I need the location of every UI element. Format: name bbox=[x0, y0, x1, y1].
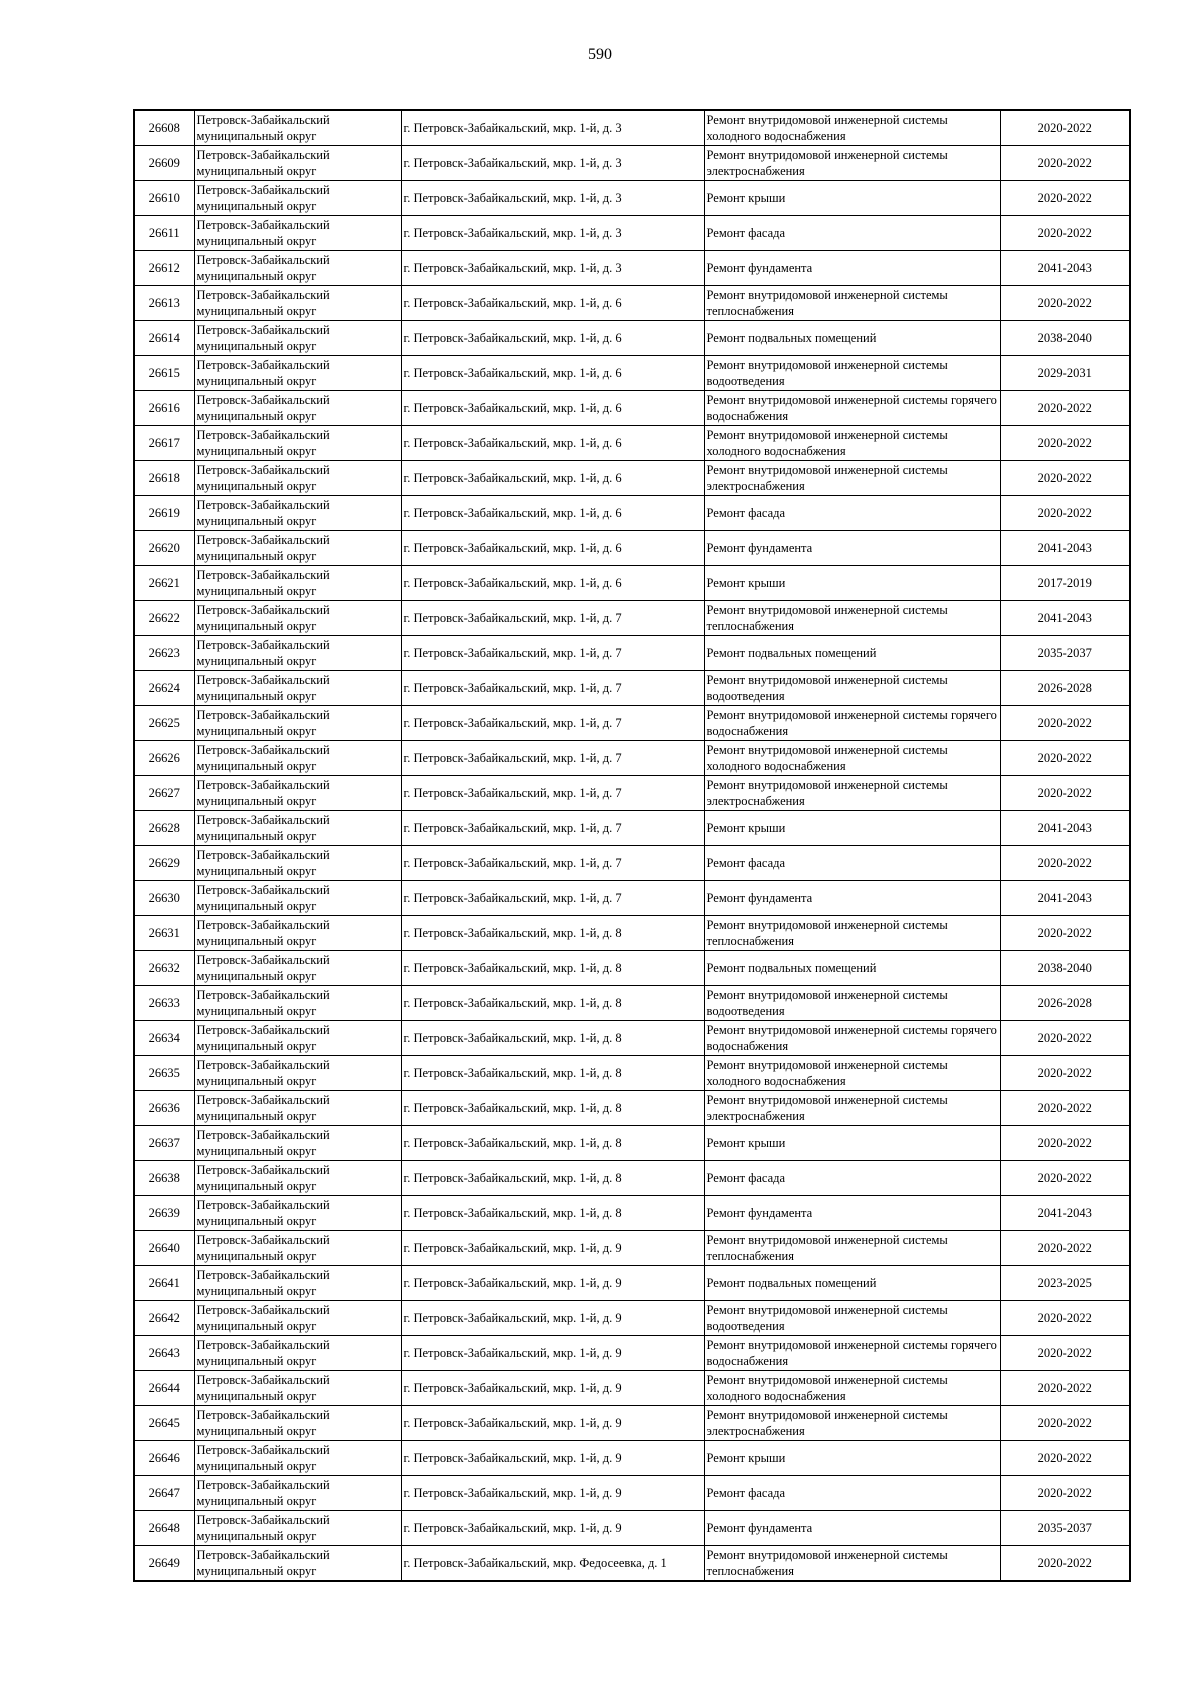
work-type-cell: Ремонт фасада bbox=[704, 496, 1000, 531]
municipality-cell: Петровск-Забайкальский муниципальный округ bbox=[194, 811, 401, 846]
period-cell: 2020-2022 bbox=[1000, 391, 1130, 426]
row-number-cell: 26610 bbox=[134, 181, 194, 216]
address-cell: г. Петровск-Забайкальский, мкр. 1-й, д. 9 bbox=[401, 1511, 704, 1546]
table-row bbox=[134, 321, 1130, 356]
address-cell: г. Петровск-Забайкальский, мкр. 1-й, д. 6 bbox=[401, 426, 704, 461]
address-cell: г. Петровск-Забайкальский, мкр. 1-й, д. 7 bbox=[401, 776, 704, 811]
row-number-cell: 26618 bbox=[134, 461, 194, 496]
period-cell: 2035-2037 bbox=[1000, 636, 1130, 671]
period-cell: 2020-2022 bbox=[1000, 1091, 1130, 1126]
period-cell: 2020-2022 bbox=[1000, 776, 1130, 811]
work-type-cell: Ремонт крыши bbox=[704, 811, 1000, 846]
table-row bbox=[134, 146, 1130, 181]
address-cell: г. Петровск-Забайкальский, мкр. 1-й, д. 9 bbox=[401, 1441, 704, 1476]
address-cell: г. Петровск-Забайкальский, мкр. 1-й, д. 8 bbox=[401, 951, 704, 986]
row-number-cell: 26612 bbox=[134, 251, 194, 286]
period-cell: 2020-2022 bbox=[1000, 1301, 1130, 1336]
municipality-cell: Петровск-Забайкальский муниципальный округ bbox=[194, 741, 401, 776]
row-number-cell: 26633 bbox=[134, 986, 194, 1021]
address-cell: г. Петровск-Забайкальский, мкр. 1-й, д. 6 bbox=[401, 391, 704, 426]
table-row bbox=[134, 1476, 1130, 1511]
municipality-cell: Петровск-Забайкальский муниципальный округ bbox=[194, 671, 401, 706]
table-row bbox=[134, 706, 1130, 741]
row-number-cell: 26648 bbox=[134, 1511, 194, 1546]
work-type-cell: Ремонт внутридомовой инженерной системы холодного водоснабжения bbox=[704, 1056, 1000, 1091]
work-type-cell: Ремонт внутридомовой инженерной системы теплоснабжения bbox=[704, 1231, 1000, 1266]
table-row bbox=[134, 846, 1130, 881]
work-type-cell: Ремонт внутридомовой инженерной системы электроснабжения bbox=[704, 776, 1000, 811]
work-type-cell: Ремонт фундамента bbox=[704, 881, 1000, 916]
municipality-cell: Петровск-Забайкальский муниципальный округ bbox=[194, 1056, 401, 1091]
table-row bbox=[134, 741, 1130, 776]
table-row bbox=[134, 216, 1130, 251]
repair-schedule-table bbox=[133, 109, 1131, 1582]
address-cell: г. Петровск-Забайкальский, мкр. 1-й, д. 6 bbox=[401, 496, 704, 531]
table-row bbox=[134, 1231, 1130, 1266]
row-number-cell: 26642 bbox=[134, 1301, 194, 1336]
address-cell: г. Петровск-Забайкальский, мкр. 1-й, д. 9 bbox=[401, 1371, 704, 1406]
address-cell: г. Петровск-Забайкальский, мкр. 1-й, д. 6 bbox=[401, 531, 704, 566]
table-body bbox=[134, 110, 1130, 1581]
municipality-cell: Петровск-Забайкальский муниципальный округ bbox=[194, 916, 401, 951]
row-number-cell: 26634 bbox=[134, 1021, 194, 1056]
work-type-cell: Ремонт крыши bbox=[704, 566, 1000, 601]
period-cell: 2020-2022 bbox=[1000, 286, 1130, 321]
table-row bbox=[134, 1266, 1130, 1301]
period-cell: 2020-2022 bbox=[1000, 1371, 1130, 1406]
table-row bbox=[134, 1546, 1130, 1582]
period-cell: 2041-2043 bbox=[1000, 881, 1130, 916]
address-cell: г. Петровск-Забайкальский, мкр. 1-й, д. 6 bbox=[401, 566, 704, 601]
table-row bbox=[134, 1371, 1130, 1406]
table-row bbox=[134, 881, 1130, 916]
work-type-cell: Ремонт фундамента bbox=[704, 251, 1000, 286]
table-row bbox=[134, 671, 1130, 706]
municipality-cell: Петровск-Забайкальский муниципальный округ bbox=[194, 251, 401, 286]
row-number-cell: 26625 bbox=[134, 706, 194, 741]
municipality-cell: Петровск-Забайкальский муниципальный округ bbox=[194, 286, 401, 321]
row-number-cell: 26623 bbox=[134, 636, 194, 671]
row-number-cell: 26637 bbox=[134, 1126, 194, 1161]
address-cell: г. Петровск-Забайкальский, мкр. 1-й, д. 6 bbox=[401, 286, 704, 321]
period-cell: 2041-2043 bbox=[1000, 601, 1130, 636]
table-row bbox=[134, 181, 1130, 216]
work-type-cell: Ремонт внутридомовой инженерной системы холодного водоснабжения bbox=[704, 426, 1000, 461]
municipality-cell: Петровск-Забайкальский муниципальный округ bbox=[194, 1441, 401, 1476]
table-row bbox=[134, 531, 1130, 566]
work-type-cell: Ремонт фундамента bbox=[704, 1511, 1000, 1546]
table-row bbox=[134, 1196, 1130, 1231]
table-row bbox=[134, 566, 1130, 601]
row-number-cell: 26622 bbox=[134, 601, 194, 636]
work-type-cell: Ремонт внутридомовой инженерной системы холодного водоснабжения bbox=[704, 741, 1000, 776]
address-cell: г. Петровск-Забайкальский, мкр. 1-й, д. 8 bbox=[401, 1091, 704, 1126]
municipality-cell: Петровск-Забайкальский муниципальный округ bbox=[194, 951, 401, 986]
municipality-cell: Петровск-Забайкальский муниципальный округ bbox=[194, 1371, 401, 1406]
period-cell: 2026-2028 bbox=[1000, 671, 1130, 706]
period-cell: 2020-2022 bbox=[1000, 1056, 1130, 1091]
row-number-cell: 26638 bbox=[134, 1161, 194, 1196]
municipality-cell: Петровск-Забайкальский муниципальный округ bbox=[194, 1546, 401, 1582]
work-type-cell: Ремонт внутридомовой инженерной системы теплоснабжения bbox=[704, 286, 1000, 321]
municipality-cell: Петровск-Забайкальский муниципальный округ bbox=[194, 566, 401, 601]
table-row bbox=[134, 916, 1130, 951]
table-row bbox=[134, 110, 1130, 146]
row-number-cell: 26620 bbox=[134, 531, 194, 566]
period-cell: 2023-2025 bbox=[1000, 1266, 1130, 1301]
address-cell: г. Петровск-Забайкальский, мкр. 1-й, д. 9 bbox=[401, 1406, 704, 1441]
table-row bbox=[134, 426, 1130, 461]
table-row bbox=[134, 1021, 1130, 1056]
period-cell: 2020-2022 bbox=[1000, 461, 1130, 496]
table-row bbox=[134, 391, 1130, 426]
row-number-cell: 26635 bbox=[134, 1056, 194, 1091]
address-cell: г. Петровск-Забайкальский, мкр. 1-й, д. 7 bbox=[401, 706, 704, 741]
period-cell: 2020-2022 bbox=[1000, 1021, 1130, 1056]
row-number-cell: 26608 bbox=[134, 110, 194, 146]
municipality-cell: Петровск-Забайкальский муниципальный округ bbox=[194, 216, 401, 251]
row-number-cell: 26643 bbox=[134, 1336, 194, 1371]
address-cell: г. Петровск-Забайкальский, мкр. 1-й, д. 7 bbox=[401, 741, 704, 776]
work-type-cell: Ремонт внутридомовой инженерной системы теплоснабжения bbox=[704, 601, 1000, 636]
address-cell: г. Петровск-Забайкальский, мкр. 1-й, д. 8 bbox=[401, 1126, 704, 1161]
table-row bbox=[134, 1161, 1130, 1196]
municipality-cell: Петровск-Забайкальский муниципальный округ bbox=[194, 986, 401, 1021]
row-number-cell: 26624 bbox=[134, 671, 194, 706]
municipality-cell: Петровск-Забайкальский муниципальный округ bbox=[194, 1511, 401, 1546]
address-cell: г. Петровск-Забайкальский, мкр. 1-й, д. 7 bbox=[401, 671, 704, 706]
table-row bbox=[134, 951, 1130, 986]
work-type-cell: Ремонт внутридомовой инженерной системы горячего водоснабжения bbox=[704, 706, 1000, 741]
municipality-cell: Петровск-Забайкальский муниципальный округ bbox=[194, 426, 401, 461]
period-cell: 2038-2040 bbox=[1000, 951, 1130, 986]
table-row bbox=[134, 776, 1130, 811]
work-type-cell: Ремонт внутридомовой инженерной системы электроснабжения bbox=[704, 1406, 1000, 1441]
address-cell: г. Петровск-Забайкальский, мкр. 1-й, д. 8 bbox=[401, 1161, 704, 1196]
table-row bbox=[134, 636, 1130, 671]
municipality-cell: Петровск-Забайкальский муниципальный округ bbox=[194, 1476, 401, 1511]
municipality-cell: Петровск-Забайкальский муниципальный округ bbox=[194, 1406, 401, 1441]
period-cell: 2020-2022 bbox=[1000, 741, 1130, 776]
address-cell: г. Петровск-Забайкальский, мкр. 1-й, д. 6 bbox=[401, 321, 704, 356]
work-type-cell: Ремонт внутридомовой инженерной системы водоотведения bbox=[704, 1301, 1000, 1336]
period-cell: 2041-2043 bbox=[1000, 1196, 1130, 1231]
table-row bbox=[134, 811, 1130, 846]
row-number-cell: 26621 bbox=[134, 566, 194, 601]
municipality-cell: Петровск-Забайкальский муниципальный округ bbox=[194, 881, 401, 916]
row-number-cell: 26617 bbox=[134, 426, 194, 461]
address-cell: г. Петровск-Забайкальский, мкр. 1-й, д. 3 bbox=[401, 216, 704, 251]
period-cell: 2020-2022 bbox=[1000, 216, 1130, 251]
period-cell: 2029-2031 bbox=[1000, 356, 1130, 391]
municipality-cell: Петровск-Забайкальский муниципальный округ bbox=[194, 1161, 401, 1196]
address-cell: г. Петровск-Забайкальский, мкр. 1-й, д. 9 bbox=[401, 1301, 704, 1336]
work-type-cell: Ремонт внутридомовой инженерной системы холодного водоснабжения bbox=[704, 110, 1000, 146]
table-row bbox=[134, 1126, 1130, 1161]
work-type-cell: Ремонт внутридомовой инженерной системы электроснабжения bbox=[704, 146, 1000, 181]
table-row bbox=[134, 1091, 1130, 1126]
municipality-cell: Петровск-Забайкальский муниципальный округ bbox=[194, 1301, 401, 1336]
row-number-cell: 26631 bbox=[134, 916, 194, 951]
work-type-cell: Ремонт внутридомовой инженерной системы электроснабжения bbox=[704, 1091, 1000, 1126]
municipality-cell: Петровск-Забайкальский муниципальный округ bbox=[194, 531, 401, 566]
period-cell: 2020-2022 bbox=[1000, 1406, 1130, 1441]
municipality-cell: Петровск-Забайкальский муниципальный округ bbox=[194, 1196, 401, 1231]
municipality-cell: Петровск-Забайкальский муниципальный округ bbox=[194, 110, 401, 146]
municipality-cell: Петровск-Забайкальский муниципальный округ bbox=[194, 356, 401, 391]
address-cell: г. Петровск-Забайкальский, мкр. 1-й, д. 8 bbox=[401, 1021, 704, 1056]
work-type-cell: Ремонт подвальных помещений bbox=[704, 636, 1000, 671]
period-cell: 2041-2043 bbox=[1000, 251, 1130, 286]
municipality-cell: Петровск-Забайкальский муниципальный округ bbox=[194, 146, 401, 181]
address-cell: г. Петровск-Забайкальский, мкр. 1-й, д. 8 bbox=[401, 1056, 704, 1091]
work-type-cell: Ремонт крыши bbox=[704, 181, 1000, 216]
work-type-cell: Ремонт внутридомовой инженерной системы водоотведения bbox=[704, 986, 1000, 1021]
municipality-cell: Петровск-Забайкальский муниципальный округ bbox=[194, 461, 401, 496]
row-number-cell: 26646 bbox=[134, 1441, 194, 1476]
period-cell: 2020-2022 bbox=[1000, 496, 1130, 531]
table-row bbox=[134, 601, 1130, 636]
period-cell: 2020-2022 bbox=[1000, 706, 1130, 741]
address-cell: г. Петровск-Забайкальский, мкр. 1-й, д. 7 bbox=[401, 881, 704, 916]
work-type-cell: Ремонт подвальных помещений bbox=[704, 321, 1000, 356]
row-number-cell: 26629 bbox=[134, 846, 194, 881]
row-number-cell: 26636 bbox=[134, 1091, 194, 1126]
table-row bbox=[134, 1511, 1130, 1546]
period-cell: 2020-2022 bbox=[1000, 1441, 1130, 1476]
address-cell: г. Петровск-Забайкальский, мкр. Федосеевка, д. 1 bbox=[401, 1546, 704, 1582]
table-row bbox=[134, 496, 1130, 531]
municipality-cell: Петровск-Забайкальский муниципальный округ bbox=[194, 776, 401, 811]
period-cell: 2041-2043 bbox=[1000, 531, 1130, 566]
municipality-cell: Петровск-Забайкальский муниципальный округ bbox=[194, 636, 401, 671]
table-row bbox=[134, 1056, 1130, 1091]
work-type-cell: Ремонт фасада bbox=[704, 1476, 1000, 1511]
municipality-cell: Петровск-Забайкальский муниципальный округ bbox=[194, 1091, 401, 1126]
address-cell: г. Петровск-Забайкальский, мкр. 1-й, д. 7 bbox=[401, 846, 704, 881]
page-number: 590 bbox=[588, 46, 612, 63]
period-cell: 2017-2019 bbox=[1000, 566, 1130, 601]
municipality-cell: Петровск-Забайкальский муниципальный округ bbox=[194, 496, 401, 531]
work-type-cell: Ремонт подвальных помещений bbox=[704, 1266, 1000, 1301]
period-cell: 2041-2043 bbox=[1000, 811, 1130, 846]
address-cell: г. Петровск-Забайкальский, мкр. 1-й, д. 6 bbox=[401, 356, 704, 391]
work-type-cell: Ремонт внутридомовой инженерной системы горячего водоснабжения bbox=[704, 1336, 1000, 1371]
work-type-cell: Ремонт фундамента bbox=[704, 531, 1000, 566]
row-number-cell: 26614 bbox=[134, 321, 194, 356]
address-cell: г. Петровск-Забайкальский, мкр. 1-й, д. 8 bbox=[401, 916, 704, 951]
period-cell: 2020-2022 bbox=[1000, 916, 1130, 951]
table-row bbox=[134, 251, 1130, 286]
period-cell: 2020-2022 bbox=[1000, 1546, 1130, 1582]
work-type-cell: Ремонт внутридомовой инженерной системы теплоснабжения bbox=[704, 1546, 1000, 1582]
row-number-cell: 26627 bbox=[134, 776, 194, 811]
table-row bbox=[134, 1301, 1130, 1336]
period-cell: 2020-2022 bbox=[1000, 1336, 1130, 1371]
address-cell: г. Петровск-Забайкальский, мкр. 1-й, д. 6 bbox=[401, 461, 704, 496]
address-cell: г. Петровск-Забайкальский, мкр. 1-й, д. 9 bbox=[401, 1266, 704, 1301]
table-row bbox=[134, 1441, 1130, 1476]
row-number-cell: 26641 bbox=[134, 1266, 194, 1301]
table-row bbox=[134, 1336, 1130, 1371]
table-row bbox=[134, 356, 1130, 391]
municipality-cell: Петровск-Забайкальский муниципальный округ bbox=[194, 321, 401, 356]
row-number-cell: 26640 bbox=[134, 1231, 194, 1266]
table-row bbox=[134, 1406, 1130, 1441]
row-number-cell: 26628 bbox=[134, 811, 194, 846]
municipality-cell: Петровск-Забайкальский муниципальный округ bbox=[194, 181, 401, 216]
address-cell: г. Петровск-Забайкальский, мкр. 1-й, д. 8 bbox=[401, 1196, 704, 1231]
work-type-cell: Ремонт фасада bbox=[704, 216, 1000, 251]
work-type-cell: Ремонт внутридомовой инженерной системы водоотведения bbox=[704, 671, 1000, 706]
address-cell: г. Петровск-Забайкальский, мкр. 1-й, д. 3 bbox=[401, 251, 704, 286]
address-cell: г. Петровск-Забайкальский, мкр. 1-й, д. 7 bbox=[401, 636, 704, 671]
row-number-cell: 26649 bbox=[134, 1546, 194, 1582]
work-type-cell: Ремонт внутридомовой инженерной системы горячего водоснабжения bbox=[704, 391, 1000, 426]
row-number-cell: 26609 bbox=[134, 146, 194, 181]
address-cell: г. Петровск-Забайкальский, мкр. 1-й, д. 9 bbox=[401, 1476, 704, 1511]
table-row bbox=[134, 461, 1130, 496]
period-cell: 2038-2040 bbox=[1000, 321, 1130, 356]
address-cell: г. Петровск-Забайкальский, мкр. 1-й, д. 3 bbox=[401, 181, 704, 216]
row-number-cell: 26647 bbox=[134, 1476, 194, 1511]
row-number-cell: 26644 bbox=[134, 1371, 194, 1406]
period-cell: 2020-2022 bbox=[1000, 1126, 1130, 1161]
row-number-cell: 26611 bbox=[134, 216, 194, 251]
period-cell: 2020-2022 bbox=[1000, 1161, 1130, 1196]
municipality-cell: Петровск-Забайкальский муниципальный округ bbox=[194, 1021, 401, 1056]
work-type-cell: Ремонт внутридомовой инженерной системы холодного водоснабжения bbox=[704, 1371, 1000, 1406]
work-type-cell: Ремонт внутридомовой инженерной системы электроснабжения bbox=[704, 461, 1000, 496]
address-cell: г. Петровск-Забайкальский, мкр. 1-й, д. 7 bbox=[401, 601, 704, 636]
row-number-cell: 26616 bbox=[134, 391, 194, 426]
work-type-cell: Ремонт внутридомовой инженерной системы теплоснабжения bbox=[704, 916, 1000, 951]
row-number-cell: 26632 bbox=[134, 951, 194, 986]
work-type-cell: Ремонт фасада bbox=[704, 846, 1000, 881]
row-number-cell: 26619 bbox=[134, 496, 194, 531]
work-type-cell: Ремонт внутридомовой инженерной системы горячего водоснабжения bbox=[704, 1021, 1000, 1056]
table-row bbox=[134, 286, 1130, 321]
period-cell: 2035-2037 bbox=[1000, 1511, 1130, 1546]
address-cell: г. Петровск-Забайкальский, мкр. 1-й, д. 7 bbox=[401, 811, 704, 846]
period-cell: 2020-2022 bbox=[1000, 1231, 1130, 1266]
row-number-cell: 26630 bbox=[134, 881, 194, 916]
address-cell: г. Петровск-Забайкальский, мкр. 1-й, д. 3 bbox=[401, 146, 704, 181]
period-cell: 2020-2022 bbox=[1000, 426, 1130, 461]
municipality-cell: Петровск-Забайкальский муниципальный округ bbox=[194, 391, 401, 426]
row-number-cell: 26645 bbox=[134, 1406, 194, 1441]
period-cell: 2020-2022 bbox=[1000, 846, 1130, 881]
period-cell: 2020-2022 bbox=[1000, 110, 1130, 146]
row-number-cell: 26626 bbox=[134, 741, 194, 776]
row-number-cell: 26639 bbox=[134, 1196, 194, 1231]
municipality-cell: Петровск-Забайкальский муниципальный округ bbox=[194, 601, 401, 636]
municipality-cell: Петровск-Забайкальский муниципальный округ bbox=[194, 846, 401, 881]
table-row bbox=[134, 986, 1130, 1021]
period-cell: 2020-2022 bbox=[1000, 1476, 1130, 1511]
address-cell: г. Петровск-Забайкальский, мкр. 1-й, д. 3 bbox=[401, 110, 704, 146]
work-type-cell: Ремонт крыши bbox=[704, 1441, 1000, 1476]
period-cell: 2020-2022 bbox=[1000, 181, 1130, 216]
municipality-cell: Петровск-Забайкальский муниципальный округ bbox=[194, 1231, 401, 1266]
period-cell: 2020-2022 bbox=[1000, 146, 1130, 181]
municipality-cell: Петровск-Забайкальский муниципальный округ bbox=[194, 706, 401, 741]
municipality-cell: Петровск-Забайкальский муниципальный округ bbox=[194, 1266, 401, 1301]
period-cell: 2026-2028 bbox=[1000, 986, 1130, 1021]
municipality-cell: Петровск-Забайкальский муниципальный округ bbox=[194, 1126, 401, 1161]
work-type-cell: Ремонт крыши bbox=[704, 1126, 1000, 1161]
work-type-cell: Ремонт фундамента bbox=[704, 1196, 1000, 1231]
address-cell: г. Петровск-Забайкальский, мкр. 1-й, д. 9 bbox=[401, 1336, 704, 1371]
work-type-cell: Ремонт фасада bbox=[704, 1161, 1000, 1196]
work-type-cell: Ремонт подвальных помещений bbox=[704, 951, 1000, 986]
work-type-cell: Ремонт внутридомовой инженерной системы водоотведения bbox=[704, 356, 1000, 391]
row-number-cell: 26613 bbox=[134, 286, 194, 321]
address-cell: г. Петровск-Забайкальский, мкр. 1-й, д. 9 bbox=[401, 1231, 704, 1266]
address-cell: г. Петровск-Забайкальский, мкр. 1-й, д. 8 bbox=[401, 986, 704, 1021]
row-number-cell: 26615 bbox=[134, 356, 194, 391]
municipality-cell: Петровск-Забайкальский муниципальный округ bbox=[194, 1336, 401, 1371]
